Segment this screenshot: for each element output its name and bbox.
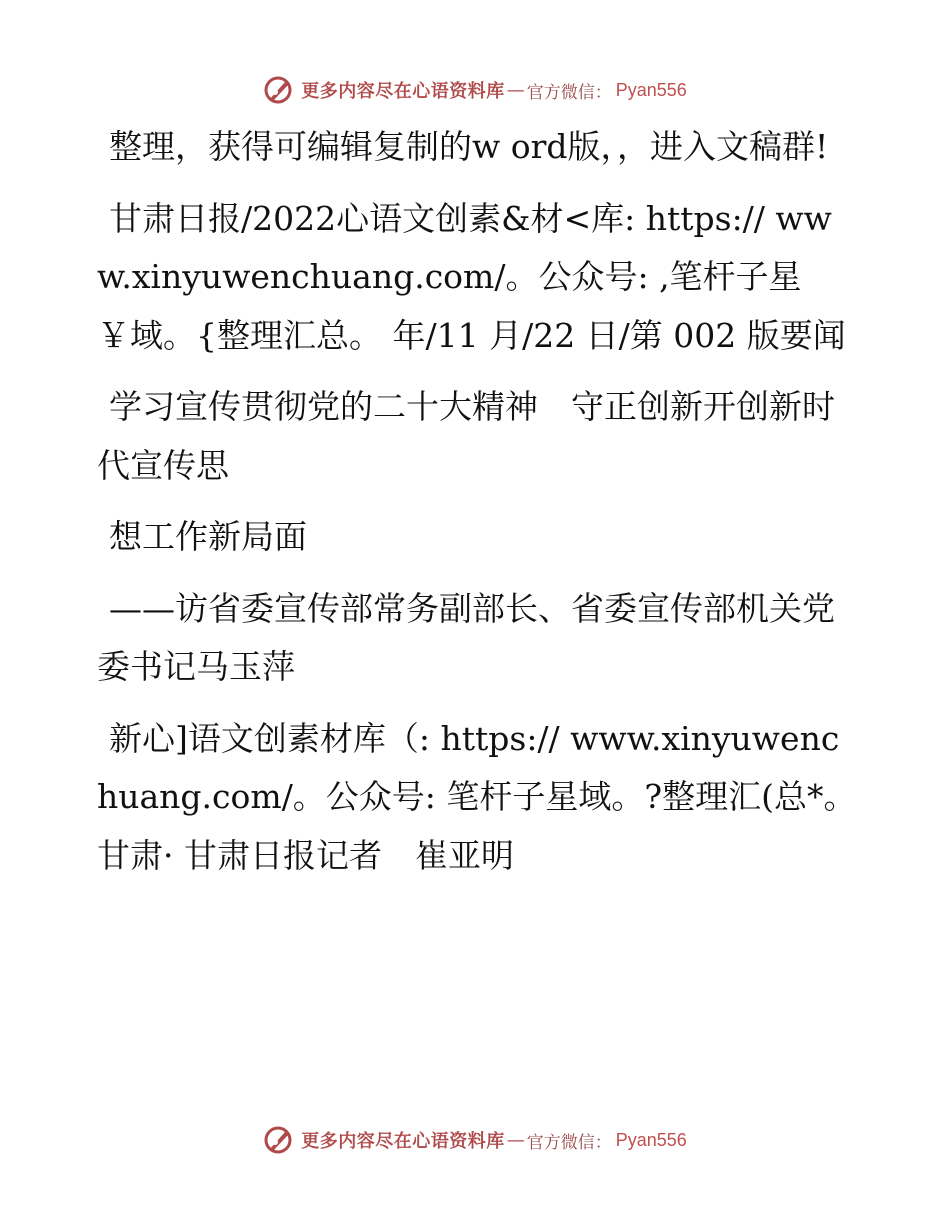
footer-banner-dash: — [506, 1129, 525, 1151]
paragraph-byline: 新心]语文创素材库（: https:// www.xinyuwenchuang.com/。公众号: 笔杆子星域。?整理汇(总*。甘肃· 甘肃日报记者 崔亚明 [97, 718, 857, 875]
footer-banner [0, 1120, 950, 1160]
banner-wechat-id: Pyan556 [615, 79, 687, 100]
document-body [97, 118, 857, 898]
banner-title: 更多内容尽在心语资料库 [301, 81, 505, 102]
paragraph-intro: 整理，获得可编辑复制的w ord版，，进入文稿群! [109, 127, 829, 166]
paragraph-source: 甘肃日报/2022心语文创素&材<库: https:// www.xinyuwenchuang.com/。公众号: ,笔杆子星￥域。{整理汇总。 年/11 月/22 日/第 002 版要闻 [97, 198, 846, 355]
quill-pen-logo-icon [263, 1125, 293, 1155]
article-title-line-2: 想工作新局面 [109, 517, 307, 556]
banner-subtitle: 官方微信： [526, 82, 612, 103]
header-banner [0, 70, 950, 110]
article-title-line-1: 学习宣传贯彻党的二十大精神 守正创新开创新时代宣传思 [97, 387, 835, 485]
footer-banner-wechat-id: Pyan556 [615, 1129, 687, 1150]
footer-banner-subtitle: 官方微信： [526, 1132, 612, 1153]
footer-banner-title: 更多内容尽在心语资料库 [301, 1131, 505, 1152]
banner-dash: — [506, 79, 525, 101]
article-subtitle: ——访省委宣传部常务副部长、省委宣传部机关党委书记马玉萍 [97, 588, 835, 686]
quill-pen-logo-icon [263, 75, 293, 105]
